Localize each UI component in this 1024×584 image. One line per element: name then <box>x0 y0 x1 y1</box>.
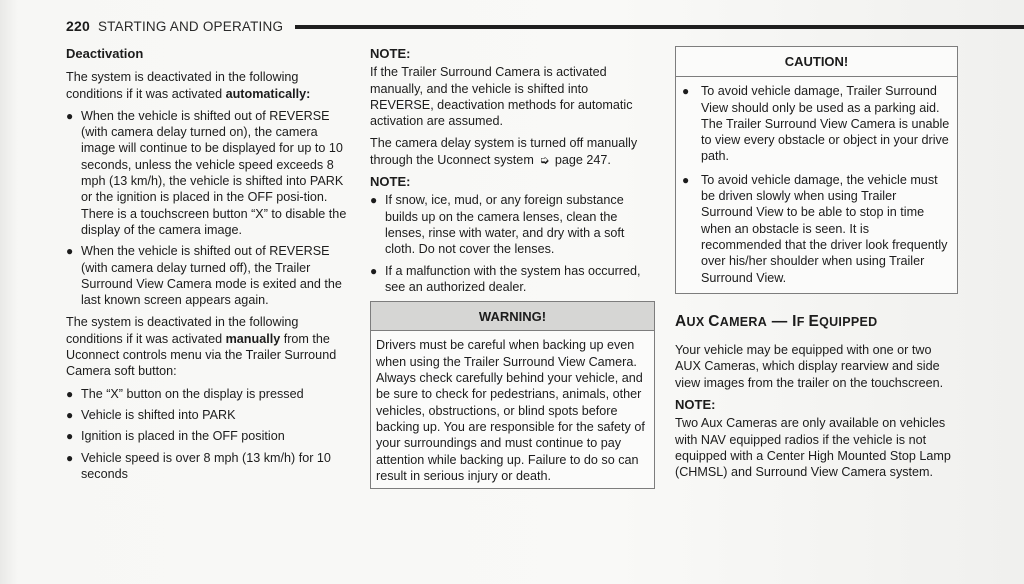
camera-delay-text: The camera delay system is turned off manually through the Uconnect system ➭ page 247. <box>370 136 638 167</box>
manual-intro: The system is deactivated in the following conditions if it was activated manually from the Uconnect controls menu via the Trailer Surround Camera soft button: <box>66 315 337 379</box>
manual-bullet-list <box>66 386 349 482</box>
auto-emphasis: automatically: <box>225 86 311 101</box>
deactivation-heading: Deactivation <box>66 46 144 61</box>
caution-bullet-list <box>676 77 957 286</box>
bullet-icon: ● <box>370 193 378 208</box>
list-item: ● If a malfunction with the system has occurred, see an authorized dealer. <box>370 263 641 294</box>
list-item: ● The “X” button on the display is pressed <box>66 386 304 401</box>
bullet-icon: ● <box>682 84 690 99</box>
bullet-icon: ● <box>66 108 74 123</box>
manual-emphasis: manually <box>225 331 281 346</box>
bullet-icon: ● <box>66 244 74 259</box>
section-title: STARTING AND OPERATING <box>97 18 284 34</box>
list-item: ● To avoid vehicle damage, the vehicle must be driven slowly when using Trailer Surround View to be able to stop in time when an obstacle is seen. It is recommended that the driver look frequently over his/her shoulder when using Trailer Surround View. <box>682 172 948 285</box>
list-item: ● Vehicle is shifted into PARK <box>66 407 236 422</box>
aux-camera-text: Your vehicle may be equipped with one or two AUX Cameras, which display rearview and side view images from the trailer on the touchscreen. <box>675 343 944 390</box>
list-item: ● Ignition is placed in the OFF position <box>66 429 285 444</box>
bullet-icon: ● <box>66 386 74 401</box>
page-number: 220 <box>66 18 90 34</box>
bullet-icon: ● <box>370 263 378 278</box>
warning-box <box>370 301 655 489</box>
page-header <box>66 15 1024 37</box>
aux-note-text: Two Aux Cameras are only available on vehicles with NAV equipped radios if the vehicle is not equipped with a Center High Mounted Stop Lamp (CHMSL) and Surround View Camera system. <box>675 416 951 480</box>
bullet-icon: ● <box>66 407 74 422</box>
note-label: NOTE: <box>370 174 411 190</box>
caution-title: CAUTION! <box>676 47 957 77</box>
list-item: ● When the vehicle is shifted out of REVERSE (with camera delay turned on), the camera image will continue to be displayed for up to 10 seconds, unless the vehicle speed exceeds 8 mph (13 km/h), the vehicle is shifted into PARK or the ignition is placed in the OFF posi-tion. There is a touchscreen button “X” to disable the display of the camera image. <box>66 108 347 237</box>
auto-bullet-list <box>66 108 349 309</box>
column-3 <box>675 46 958 487</box>
warning-text: Drivers must be careful when backing up even when using the Trailer Surround View Camera. Always check carefully behind your vehicle, and be sure to check for pedestrians, animals, other vehicles, obstructions, or blind spots before backing up. You are responsible for the safety of your surroundings and must continue to pay attention while backing up. Failure to do so can result in serious injury or death. <box>376 338 645 483</box>
note-text: If the Trailer Surround Camera is activated manually, and the vehicle is shifted into REVERSE, deactivation methods for automatic activation are assumed. <box>370 65 633 129</box>
caution-box <box>675 46 958 294</box>
bullet-icon: ● <box>682 172 690 187</box>
column-2 <box>370 46 655 489</box>
note-label: NOTE: <box>370 46 411 61</box>
bullet-icon: ● <box>66 450 74 465</box>
list-item: ● To avoid vehicle damage, Trailer Surround View should only be used as a parking aid. The Trailer Surround View Camera is unable to view every obstacle or object in your drive path. <box>682 84 950 164</box>
column-1 <box>66 46 349 488</box>
warning-title: WARNING! <box>371 302 654 331</box>
list-item: ● If snow, ice, mud, or any foreign substance builds up on the camera lenses, clean the lenses, rinse with water, and dry with a soft cloth. Do not cover the lenses. <box>370 193 625 257</box>
note-bullet-list <box>370 192 655 295</box>
auto-intro: The system is deactivated in the following conditions if it was activated automatically: <box>66 70 311 101</box>
note-label: NOTE: <box>675 397 716 413</box>
arrow-right-icon: ➭ <box>539 152 550 167</box>
list-item: ● Vehicle speed is over 8 mph (13 km/h) for 10 seconds <box>66 450 331 481</box>
list-item: ● When the vehicle is shifted out of REVERSE (with camera delay turned off), the Trailer Surround View Camera mode is exited and the last known screen appears again. <box>66 244 342 308</box>
header-rule <box>295 25 1024 29</box>
bullet-icon: ● <box>66 429 74 444</box>
page-reference-link[interactable]: page 247. <box>554 152 611 167</box>
aux-camera-heading: AUX CAMERA — IF EQUIPPED <box>675 312 878 330</box>
